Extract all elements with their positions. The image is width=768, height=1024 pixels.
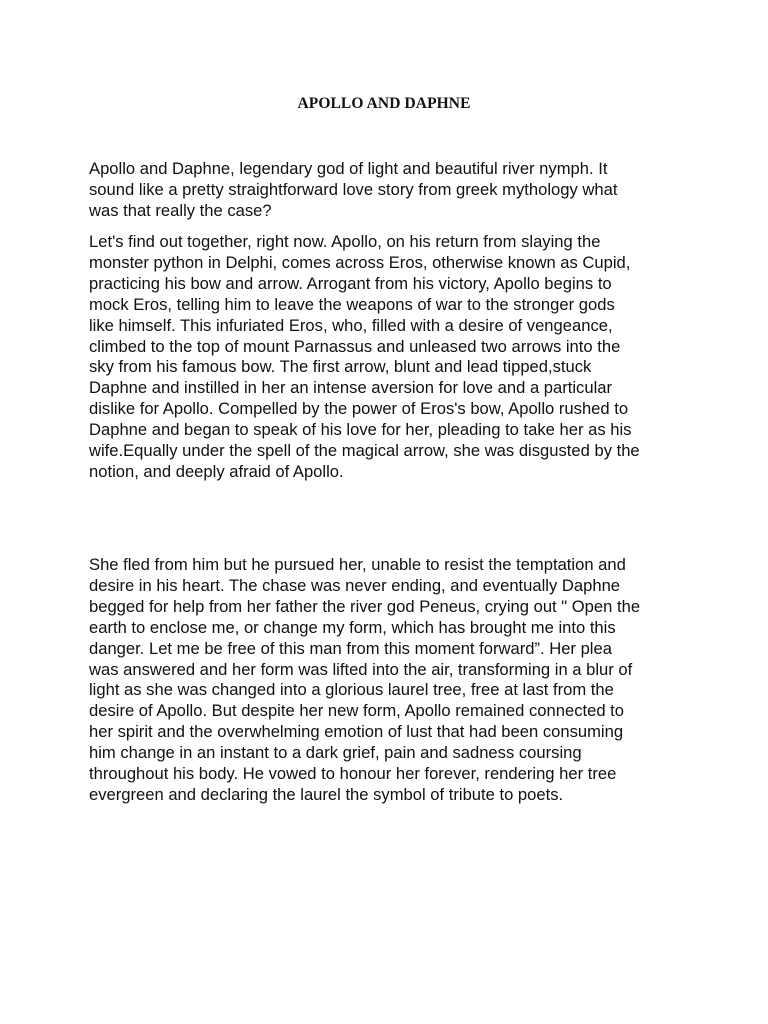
- paragraph-intro: Apollo and Daphne, legendary god of light and beautiful river nymph. It sound like a pretty straightforward love story from greek mythology what was that really the case?: [89, 159, 618, 220]
- document-title: APOLLO AND DAPHNE: [297, 95, 471, 112]
- paragraph-laurel-tree: She fled from him but he pursued her, unable to resist the temptation and desire in his heart. The chase was never ending, and eventually Daphne begged for help from her father the river god Peneus, crying out " Open the earth to enclose me, or change my form, which has brought me into this danger. Let me be free of this man from this moment forward”. Her plea was answered and her form was lifted into the air, transforming in a blur of light as she was changed into a glorious laurel tree, free at last from the desire of Apollo. But despite her new form, Apollo remained connected to her spirit and the overwhelming emotion of lust that had been consuming him change in an instant to a dark grief, pain and sadness coursing throughout his body. He vowed to honour her forever, rendering her tree evergreen and declaring the laurel the symbol of tribute to poets.: [89, 555, 641, 804]
- paragraph-eros-arrows: Let's find out together, right now. Apollo, on his return from slaying the monster python in Delphi, comes across Eros, otherwise known as Cupid, practicing his bow and arrow. Arrogant from his victory, Apollo begins to mock Eros, telling him to leave the weapons of war to the stronger gods like himself. This infuriated Eros, who, filled with a desire of vengeance, climbed to the top of mount Parnassus and unleased two arrows into the sky from his famous bow. The first arrow, blunt and lead tipped,stuck Daphne and instilled in her an intense aversion for love and a particular dislike for Apollo. Compelled by the power of Eros's bow, Apollo rushed to Daphne and began to speak of his love for her, pleading to take her as his wife.Equally under the spell of the magical arrow, she was disgusted by the notion, and deeply afraid of Apollo.: [89, 232, 640, 481]
